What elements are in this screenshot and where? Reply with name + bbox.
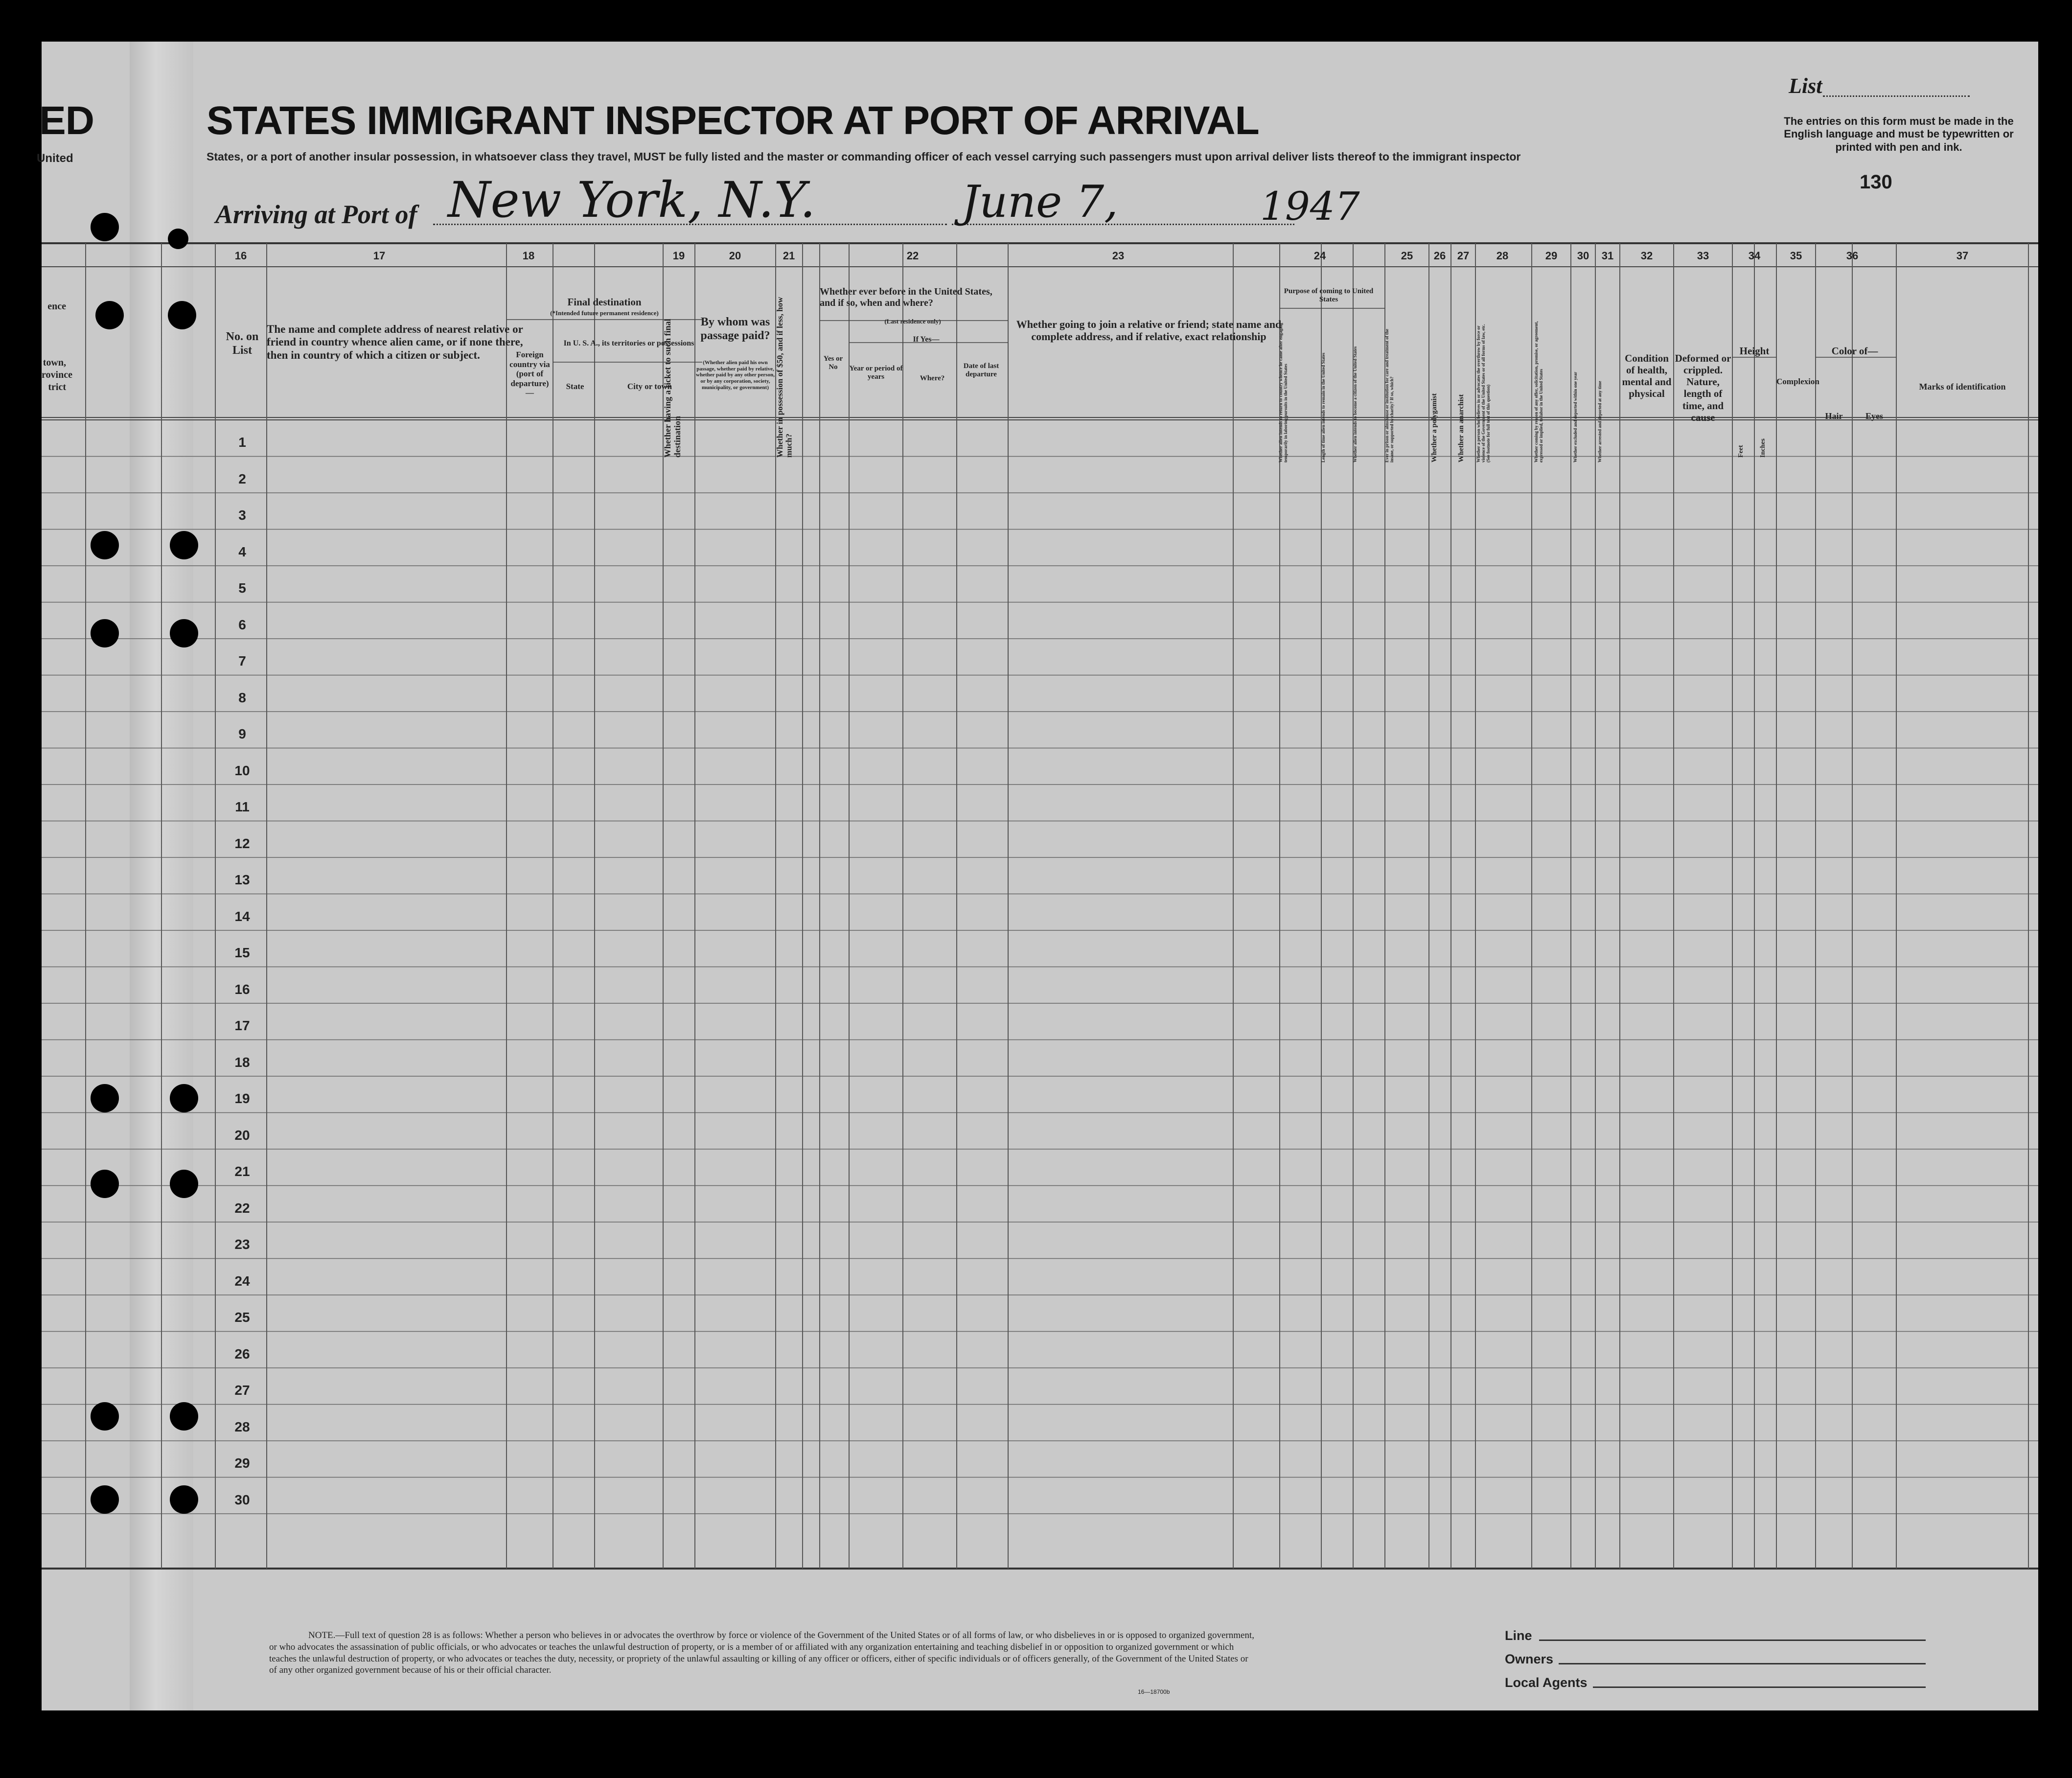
header-overthrow: Whether a person who believes in or advocates the overthrow by force or violence of the Government of the United States or of all forms of law, etc. (See footnote for full text of this question) xyxy=(1476,324,1491,462)
form-ruling xyxy=(42,42,2038,1710)
column-number: 17 xyxy=(373,250,386,262)
row-number: 22 xyxy=(234,1200,250,1216)
header-prison-charity: Ever in prison or almshouse or institution for care and treatment of the insane, or supported by charity? If so, which? xyxy=(1384,329,1394,462)
column-number: 27 xyxy=(1457,250,1470,262)
header-complexion: Complexion xyxy=(1776,377,1819,386)
punch-hole xyxy=(170,619,198,647)
port-handwritten: New York, N.Y. xyxy=(448,171,816,229)
row-number: 14 xyxy=(234,908,250,924)
punch-hole xyxy=(91,1485,119,1514)
column-number: 37 xyxy=(1956,250,1969,262)
header-final-destination: Final destination xyxy=(567,296,642,308)
header-marks-identification: Marks of identification xyxy=(1919,382,2006,392)
column-number: 30 xyxy=(1577,250,1589,262)
header-going-to-join: Whether going to join a relative or friend; state name and complete address, and if relative, exact relationship xyxy=(1016,318,1282,343)
row-number: 25 xyxy=(234,1310,250,1325)
row-number: 26 xyxy=(234,1346,250,1362)
row-number: 16 xyxy=(234,981,250,997)
punch-hole xyxy=(170,1170,198,1198)
punch-hole xyxy=(168,301,196,329)
header-final-destination-note: (*Intended future permanent residence) xyxy=(550,309,659,317)
left-title-fragment: ED xyxy=(39,98,94,143)
header-polygamist: Whether a polygamist xyxy=(1430,393,1438,462)
column-number: 32 xyxy=(1640,250,1653,262)
column-number: 36 xyxy=(1846,250,1859,262)
row-number: 8 xyxy=(238,690,246,705)
punch-hole xyxy=(91,1402,119,1431)
header-year-period: Year or period of years xyxy=(849,365,903,381)
punch-hole xyxy=(91,213,119,241)
header-where: Where? xyxy=(920,374,945,382)
header-nearest-relative: The name and complete address of nearest relative or friend in country whence alien came, or if none there, then in country of which a citizen or subject. xyxy=(267,323,523,361)
page-number: 130 xyxy=(1860,171,1892,193)
row-number: 19 xyxy=(234,1091,250,1106)
arriving-label: Arriving at Port of xyxy=(215,200,417,229)
column-number: 29 xyxy=(1545,250,1558,262)
row-number: 6 xyxy=(238,617,246,632)
row-number: 11 xyxy=(235,799,250,814)
header-eyes: Eyes xyxy=(1865,411,1883,421)
column-number: 19 xyxy=(672,250,685,262)
row-number: 20 xyxy=(234,1127,250,1143)
row-number: 13 xyxy=(234,872,250,887)
header-become-citizen: Whether alien intends to become a citizen of the United States xyxy=(1353,346,1358,462)
header-last-residence: (Last residence only) xyxy=(884,318,941,325)
form-title: STATES IMMIGRANT INSPECTOR AT PORT OF ARRIVAL xyxy=(207,98,1259,143)
header-condition-health: Condition of health, mental and physical xyxy=(1622,352,1672,400)
punch-hole xyxy=(95,301,124,329)
header-arrested-deported: Whether arrested and deported at any time xyxy=(1597,381,1602,462)
column-number: 16 xyxy=(234,250,247,262)
local-agents-field xyxy=(1593,1686,1926,1688)
header-last-departure: Date of last departure xyxy=(963,362,999,379)
left-fragment-2: town, xyxy=(43,357,66,368)
header-purpose: Purpose of coming to United States xyxy=(1284,287,1374,304)
row-number: 28 xyxy=(234,1419,250,1434)
row-number: 21 xyxy=(234,1164,250,1179)
form-instructions: The entries on this form must be made in the English language and must be typewritten or printed with pen and ink. xyxy=(1784,115,2014,153)
header-city-town: City or town xyxy=(627,382,672,391)
row-number: 4 xyxy=(238,544,246,559)
form-code: 16—18700b xyxy=(1138,1688,1170,1695)
header-feet: Feet xyxy=(1737,445,1745,458)
header-labor-offer: Whether coming by reason of any offer, solicitation, promise, or agreement, expressed or implied, to labor in the United States xyxy=(1534,321,1543,462)
punch-hole xyxy=(170,531,198,559)
header-deformed: Deformed or crippled. Nature, length of time, and cause xyxy=(1675,352,1731,423)
row-number: 12 xyxy=(234,835,250,851)
header-anarchist: Whether an anarchist xyxy=(1457,394,1465,462)
footnote-question-28: NOTE.—Full text of question 28 is as follows: Whether a person who believes in or advocates the overthrow by force or violence of the Government of the United States or of all forms of law, or who disbelieves in or is opposed to organized government, or who advocates the assassination of public officials, or who advocates or teaches the unlawful destruction of property, or is a member of or affiliated with any organization entertaining and teaching disbelief in or opposition to organized government or which teaches the unlawful destruction of property, or who advocates or teaches the duty, necessity, or propriety of the unlawful assaulting or killing of any officer or officers, either of specific individuals or of officers generally, of the Government of the United States or of any other organized government because of his or their official character. xyxy=(269,1630,1254,1676)
header-state: State xyxy=(566,382,584,391)
row-number: 27 xyxy=(234,1383,250,1398)
header-yes-or-no: Yes or No xyxy=(823,355,843,371)
header-inches: Inches xyxy=(1759,439,1767,458)
row-number: 18 xyxy=(234,1054,250,1070)
list-field xyxy=(1823,95,1970,97)
column-number: 24 xyxy=(1313,250,1326,262)
column-number: 25 xyxy=(1401,250,1413,262)
left-subtitle-fragment: United xyxy=(37,152,73,165)
header-height: Height xyxy=(1739,345,1770,357)
line-label: Line xyxy=(1505,1628,1532,1643)
row-number: 10 xyxy=(234,762,250,778)
header-in-usa: In U. S. A., its territories or possessions xyxy=(563,339,694,347)
local-agents-label: Local Agents xyxy=(1505,1675,1588,1690)
column-number: 23 xyxy=(1112,250,1125,262)
header-passage-paid: By whom was passage paid? xyxy=(700,316,770,342)
header-no-on-list: No. on List xyxy=(226,330,259,357)
header-if-yes: If Yes— xyxy=(913,335,940,344)
list-label: List xyxy=(1789,74,1822,98)
owners-label: Owners xyxy=(1505,1652,1554,1666)
column-number: 18 xyxy=(522,250,535,262)
header-length-of-stay: Length of time alien intends to remain in the United States xyxy=(1321,352,1326,462)
left-fragment-3: rovince xyxy=(42,369,72,380)
year-handwritten: 1947 xyxy=(1260,184,1360,229)
header-ticket: Whether having a ticket to such final destination xyxy=(663,319,682,458)
row-number: 29 xyxy=(234,1455,250,1471)
header-foreign-country: Foreign country via (port of departure)— xyxy=(509,350,550,398)
punch-hole xyxy=(170,1084,198,1112)
row-number: 9 xyxy=(238,726,246,741)
column-number: 22 xyxy=(906,250,919,262)
row-number: 7 xyxy=(238,653,246,669)
punch-hole xyxy=(91,531,119,559)
row-number: 1 xyxy=(238,435,246,450)
owners-field xyxy=(1559,1663,1926,1664)
punch-hole xyxy=(170,1485,198,1514)
column-number: 21 xyxy=(783,250,795,262)
manifest-sheet xyxy=(37,42,2038,1710)
punch-hole xyxy=(91,619,119,647)
header-passage-note: (Whether alien paid his own passage, whether paid by relative, whether paid by any other person, or by any corporation, society, municipality, or government) xyxy=(696,360,775,391)
column-number: 34 xyxy=(1748,250,1761,262)
punch-hole xyxy=(168,229,188,249)
column-number: 26 xyxy=(1433,250,1446,262)
row-number: 23 xyxy=(234,1237,250,1252)
row-number: 30 xyxy=(234,1492,250,1507)
row-number: 15 xyxy=(234,945,250,960)
punch-hole xyxy=(91,1170,119,1198)
row-number: 24 xyxy=(234,1273,250,1289)
left-fragment-1: ence xyxy=(47,301,66,312)
row-number: 17 xyxy=(234,1018,250,1033)
form-subtitle: States, or a port of another insular possession, in whatsoever class they travel, MUST be fully listed and the master or commanding officer of each vessel carrying such passengers must upon arrival deliver lists thereof to the immigrant inspector xyxy=(207,150,1521,163)
header-ever-before: Whether ever before in the United States, and if so, when and where? xyxy=(820,286,992,308)
row-number: 2 xyxy=(238,471,246,486)
header-hair: Hair xyxy=(1825,411,1843,421)
column-number: 35 xyxy=(1790,250,1802,262)
header-excluded-deported: Whether excluded and deported within one year xyxy=(1573,371,1578,462)
column-number: 33 xyxy=(1697,250,1709,262)
column-number: 20 xyxy=(729,250,741,262)
left-fragment-4: trict xyxy=(48,382,66,393)
column-number: 31 xyxy=(1601,250,1614,262)
column-number: 28 xyxy=(1496,250,1509,262)
punch-hole xyxy=(91,1084,119,1112)
row-number: 5 xyxy=(238,580,246,596)
line-field xyxy=(1539,1639,1926,1641)
header-color-of: Color of— xyxy=(1831,345,1878,357)
date-handwritten: June 7, xyxy=(962,176,1118,228)
header-fifty-dollars: Whether in possession of $50, and if less, how much? xyxy=(775,297,794,458)
punch-hole xyxy=(170,1402,198,1431)
row-number: 3 xyxy=(238,508,246,523)
header-purpose-return: Whether alien intends to return to country whence he came after engaging temporarily in laboring pursuits in the United States xyxy=(1278,323,1288,462)
